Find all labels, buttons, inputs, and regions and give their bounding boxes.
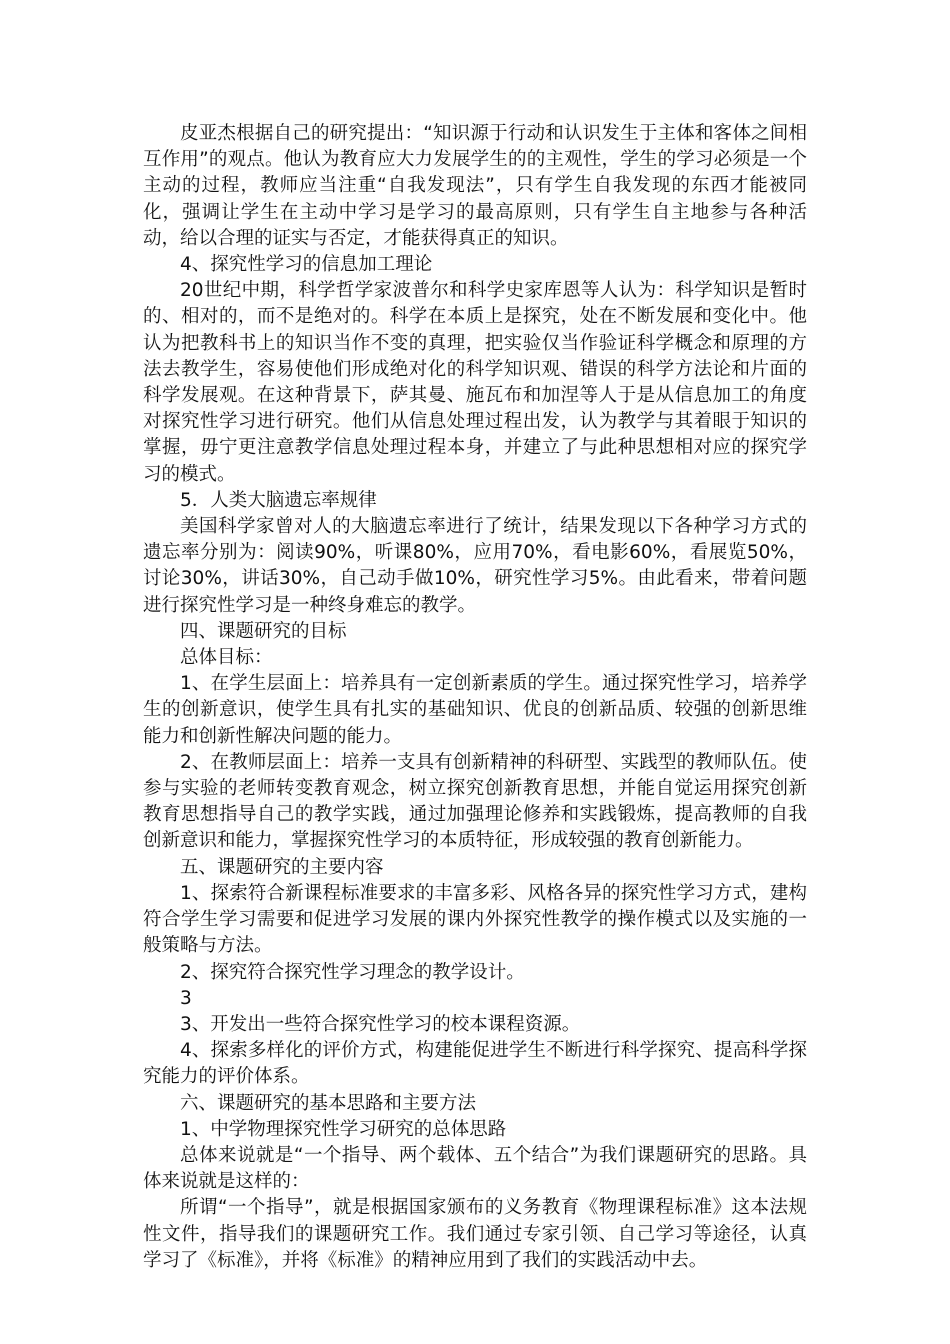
- paragraph-teacher-level: 2、在教师层面上：培养一支具有创新精神的科研型、实践型的教师队伍。使参与实验的老师转变教育观念，树立探究创新教育思想，并能自觉运用探究创新教育思想指导自己的教学实践，通过加强理论修养和实践锻炼，提高教师的自我创新意识和能力，掌握探究性学习的本质特征，形成较强的教育创新能力。: [143, 751, 807, 852]
- paragraph-content-4: 4、探索多样化的评价方式，构建能促进学生不断进行科学探究、提高科学探究能力的评价体系。: [143, 1040, 807, 1088]
- paragraph-content-2: 2、探究符合探究性学习理念的教学设计。: [180, 961, 525, 983]
- heading-overall-approach: 1、中学物理探究性学习研究的总体思路: [180, 1118, 507, 1140]
- heading-info-processing-theory: 4、探究性学习的信息加工理论: [180, 254, 433, 276]
- paragraph-piaget: 皮亚杰根据自己的研究提出：“知识源于行动和认识发生于主体和客体之间相互作用”的观点。他认为教育应大力发展学生的的主观性，学生的学习必须是一个主动的过程，教师应当注重“自我发现法”，只有学生自我发现的东西才能被同化，强调让学生在主动中学习是学习的最高原则，只有学生自主地参与各种活动，给以合理的证实与否定，才能获得真正的知识。: [143, 123, 807, 249]
- paragraph-one-guide: 所谓“一个指导”，就是根据国家颁布的义务教育《物理课程标准》这本法规性文件，指导我们的课题研究工作。我们通过专家引领、自己学习等途径，认真学习了《标准》，并将《标准》的精神应用到了我们的实践活动中去。: [143, 1197, 807, 1271]
- heading-research-goals: 四、课题研究的目标: [180, 620, 347, 642]
- page-number: 3: [180, 987, 192, 1009]
- paragraph-student-level: 1、在学生层面上：培养具有一定创新素质的学生。通过探究性学习，培养学生的创新意识，使学生具有扎实的基础知识、优良的创新品质、较强的创新思维能力和创新性解决问题的能力。: [143, 673, 807, 747]
- heading-approach-methods: 六、课题研究的基本思路和主要方法: [180, 1092, 477, 1114]
- heading-overall-goal: 总体目标：: [180, 647, 273, 669]
- paragraph-overall-approach: 总体来说就是“一个指导、两个载体、五个结合”为我们课题研究的思路。具体来说就是这样的：: [143, 1144, 807, 1193]
- paragraph-popper-kuhn: 20世纪中期，科学哲学家波普尔和科学史家库恩等人认为：科学知识是暂时的、相对的，而不是绝对的。科学在本质上是探究，处在不断发展和变化中。他认为把教科书上的知识当作不变的真理，把实验仅当作验证科学概念和原理的方法去教学生，容易使他们形成绝对化的科学知识观、错误的科学方法论和片面的科学发展观。在这种背景下，萨其曼、施瓦布和加涅等人于是从信息加工的角度对探究性学习进行研究。他们从信息处理过程出发，认为教学与其着眼于知识的掌握，毋宁更注意教学信息处理过程本身，并建立了与此种思想相对应的探究学习的模式。: [143, 280, 807, 485]
- document-body: [143, 121, 807, 1274]
- paragraph-content-3: 3、开发出一些符合探究性学习的校本课程资源。: [180, 1013, 581, 1035]
- paragraph-content-1: 1、探索符合新课程标准要求的丰富多彩、风格各异的探究性学习方式，建构符合学生学习需要和促进学习发展的课内外探究性教学的操作模式以及实施的一般策略与方法。: [143, 882, 807, 957]
- paragraph-forgetting-stats: 美国科学家曾对人的大脑遗忘率进行了统计，结果发现以下各种学习方式的遗忘率分别为：阅读90%，听课80%，应用70%，看电影60%，看展览50%，讨论30%，讲话30%，自己动手做10%，研究性学习5%。由此看来，带着问题进行探究性学习是一种终身难忘的教学。: [143, 516, 807, 616]
- heading-main-content: 五、课题研究的主要内容: [180, 856, 384, 878]
- heading-forgetting-rate: 5．人类大脑遗忘率规律: [180, 489, 377, 511]
